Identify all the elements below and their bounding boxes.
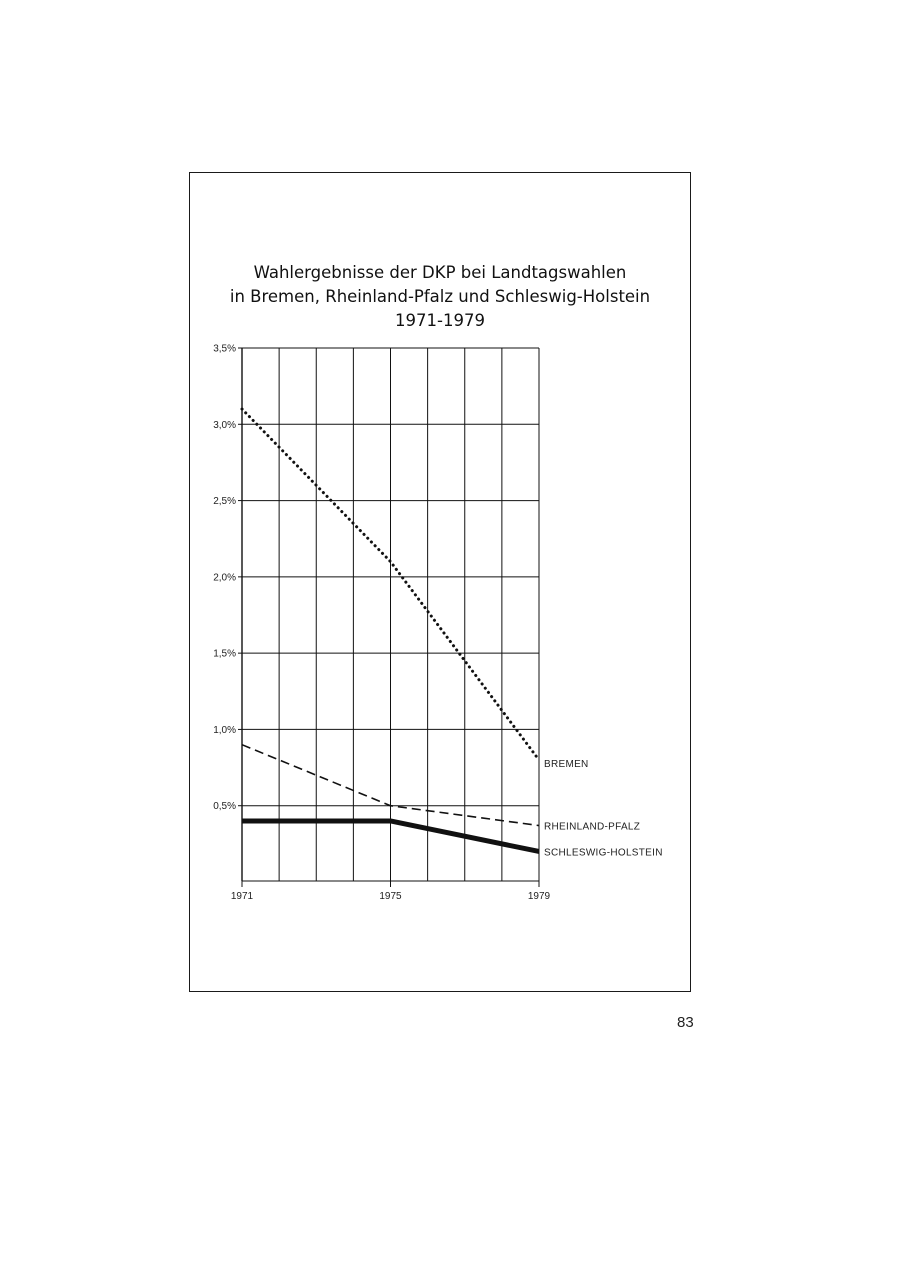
chart-grid [242,348,539,881]
y-tick-label: 2,5% [213,496,236,508]
x-tick-label: 1975 [379,891,402,902]
y-tick-label: 3,5% [213,343,236,355]
x-tick-label: 1971 [230,891,254,902]
y-axis-ticks [213,344,242,813]
page-number: 83 [677,1014,694,1031]
x-axis-ticks [231,881,551,902]
y-tick-label: 1,5% [213,648,236,660]
chart-title-line: Wahlergebnisse der DKP bei Landtagswahlen [253,263,627,282]
chart-title [230,263,650,330]
series-label-schleswig-holstein: SCHLESWIG-HOLSTEIN [544,847,663,859]
series-label-bremen: BREMEN [544,758,589,770]
x-tick-label: 1979 [527,891,551,902]
series-label-rheinland-pfalz: RHEINLAND-PFALZ [544,821,641,833]
y-tick-label: 1,0% [213,724,236,736]
chart-title-line: in Bremen, Rheinland-Pfalz und Schleswig-Holstein [229,287,651,306]
chart-title-line: 1971-1979 [395,311,485,330]
y-tick-label: 2,0% [213,572,236,584]
y-tick-label: 0,5% [213,801,236,813]
y-tick-label: 3,0% [213,419,236,431]
series-labels [544,759,663,859]
